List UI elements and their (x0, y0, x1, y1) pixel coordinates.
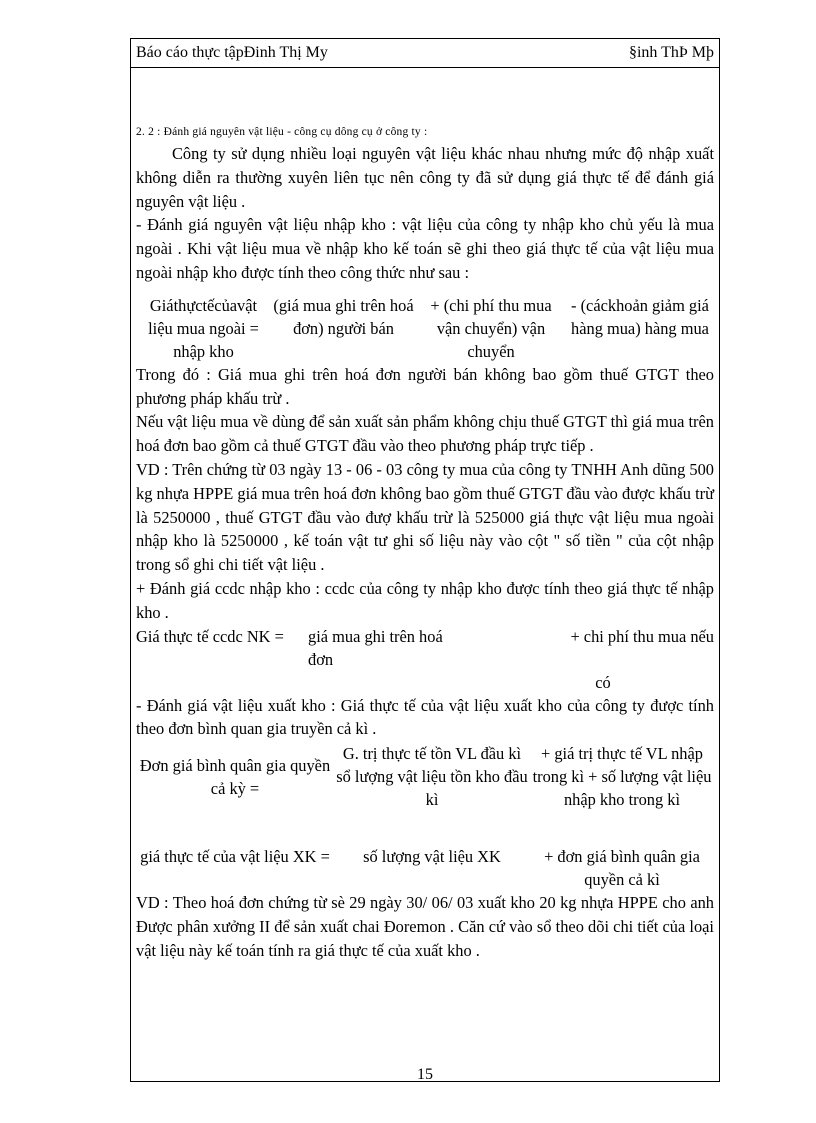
ccdc-paragraph: + Đánh giá ccdc nhập kho : ccdc của công ty nhập kho được tính theo giá thực tế nhập kho . (136, 578, 714, 622)
example1-paragraph: VD : Trên chứng từ 03 ngày 13 - 06 - 03 công ty mua của công ty TNHH Anh dũng 500 kg nhựa HPPE giá mua trên hoá đơn không bao gồm thuế GTGT đầu vào được khấu trừ là 5250000 , thuế GTGT đầu vào đượ khấu trừ là 525000 giá thực vật liệu mua ngoài nhập kho là 5250000 , kế toán vật tư ghi số liệu này vào cột " số tiền " của cột nhập trong sổ ghi chi tiết vật liệu . (136, 459, 714, 575)
formula1-col4: - (cáckhoản giảm giá hàng mua) hàng mua (571, 295, 709, 338)
formula1-col1: Giáthựctếcủavật liệu mua ngoài = nhập kho (148, 295, 259, 361)
note-paragraph: Trong đó : Giá mua ghi trên hoá đơn người bán không bao gồm thuế GTGT theo phương pháp khấu trừ . (136, 364, 714, 408)
formula2-col1: Đơn giá bình quân gia quyền cả kỳ = (139, 756, 331, 799)
formula3-col3: + đơn giá bình quân gia quyền cả kì (544, 847, 700, 890)
import-valuation-paragraph: - Đánh giá nguyên vật liệu nhập kho : vật liệu của công ty nhập kho chủ yếu là mua ngoài . Khi vật liệu mua về nhập kho kế toán sẽ ghi theo giá thực tế của vật liệu mua ngoài nhập kho được tính theo công thức như sau : (136, 215, 714, 282)
formula1-col2: (giá mua ghi trên hoá đơn) người bán (273, 295, 414, 338)
document-body (136, 122, 714, 963)
formula-ccdc-col3-cont: có (595, 672, 611, 692)
header-left: Báo cáo thực tậpĐinh Thị My (136, 44, 328, 61)
vat-paragraph: Nếu vật liệu mua về dùng để sản xuất sản phẩm không chịu thuế GTGT thì giá mua trên hoá đơn bao gồm cả thuế GTGT đầu vào theo phương pháp trực tiếp . (136, 412, 714, 456)
header-divider (130, 67, 720, 68)
formula-ccdc-col1: Giá thực tế ccdc NK = (136, 626, 284, 646)
formula-ccdc-col2: giá mua ghi trên hoá đơn (308, 626, 443, 669)
formula-average-unit-price (136, 742, 714, 811)
formula-export-price (136, 845, 714, 891)
formula1-col3: + (chi phí thu mua vận chuyển) vận chuyển (430, 295, 552, 361)
header-right: §inh ThÞ Mþ (628, 44, 714, 61)
page-number: 15 (417, 1066, 433, 1083)
section-heading: 2. 2 : Đánh giá nguyên vật liệu - công cụ dông cụ ở công ty : (136, 126, 428, 138)
formula-ccdc-col3: + chi phí thu mua nếu (570, 626, 714, 646)
example2-paragraph: VD : Theo hoá đơn chứng từ sè 29 ngày 30/ 06/ 03 xuất kho 20 kg nhựa HPPE cho anh Được phân xưởng II để sản xuất chai Đoremon . Căn cứ vào sổ theo dõi chi tiết của loại vật liệu này kế toán tính ra giá thực tế của xuất kho . (136, 893, 714, 960)
formula-ccdc (136, 625, 714, 694)
formula-purchase-price (136, 294, 714, 363)
formula3-col2: số lượng vật liệu XK (363, 847, 501, 867)
export-valuation-paragraph: - Đánh giá vật liệu xuất kho : Giá thực tế của vật liệu xuất kho của công ty được tính theo đơn bình quan gia truyền cả kì . (136, 695, 714, 739)
formula2-col2: G. trị thực tế tồn VL đầu kì sổ lượng vật liệu tồn kho đầu kì (336, 744, 528, 810)
page-header (136, 44, 714, 66)
formula2-col3: + giá trị thực tế VL nhập trong kì + số lượng vật liệu nhập kho trong kì (532, 744, 712, 810)
formula3-col1: giá thực tế của vật liệu XK = (140, 847, 330, 867)
intro-paragraph: Công ty sử dụng nhiều loại nguyên vật liệu khác nhau nhưng mức độ nhập xuất không diễn ra thường xuyên liên tục nên công ty đã sử dụng giá thực tế để đánh giá nguyên vật liệu . (136, 144, 714, 211)
